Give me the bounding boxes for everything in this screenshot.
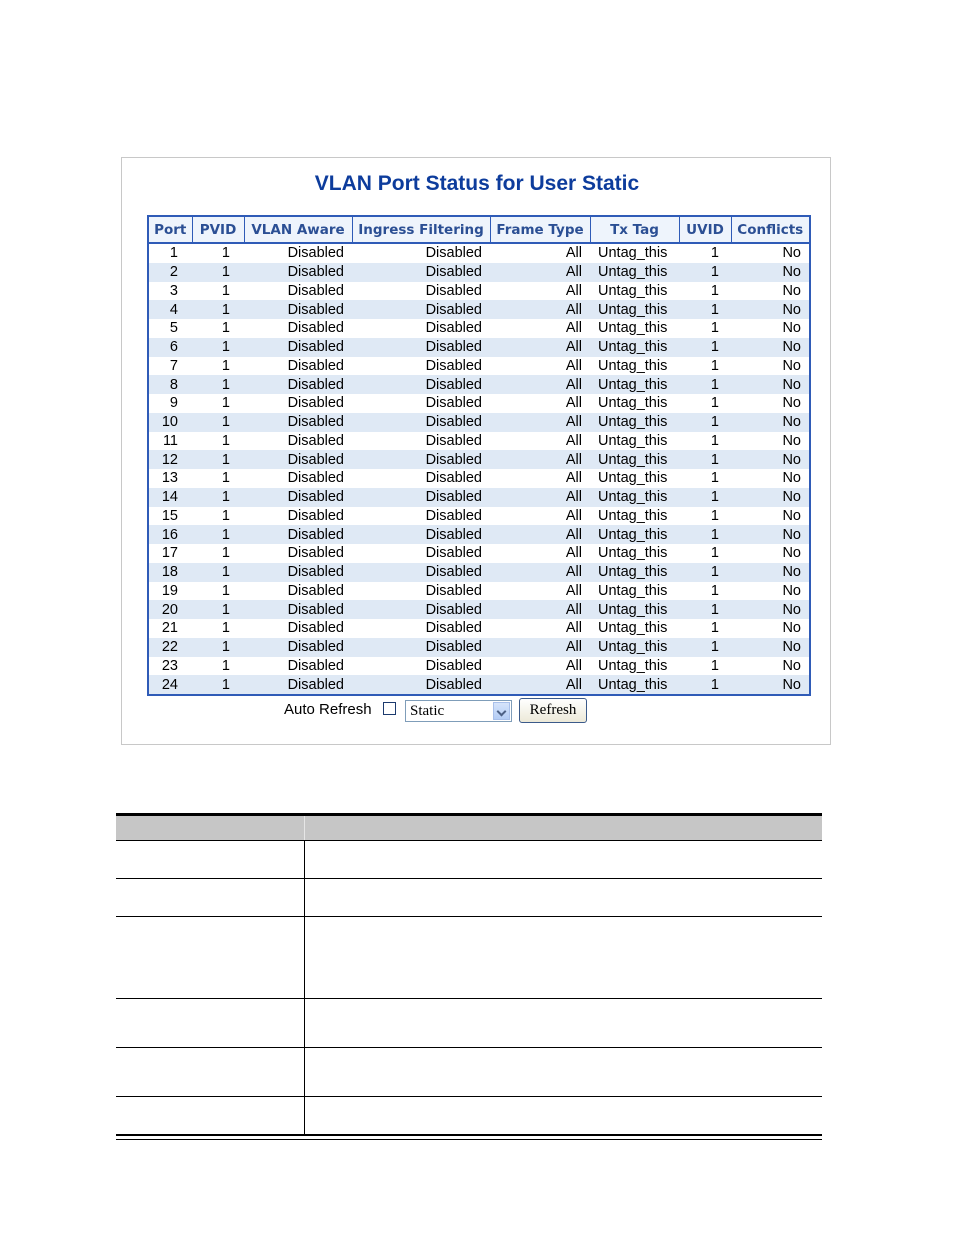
uvid-cell: 1 bbox=[679, 375, 731, 394]
refresh-button[interactable]: Refresh bbox=[519, 698, 587, 723]
description-table bbox=[116, 813, 822, 1140]
column-divider bbox=[304, 841, 305, 878]
description-row bbox=[116, 916, 822, 998]
tx-tag-cell: Untag_this bbox=[590, 375, 679, 394]
ingress-filtering-cell: Disabled bbox=[352, 413, 490, 432]
frame-type-cell: All bbox=[490, 300, 590, 319]
tx-tag-cell: Untag_this bbox=[590, 243, 679, 263]
frame-type-cell: All bbox=[490, 563, 590, 582]
user-select-value: Static bbox=[410, 703, 445, 719]
user-select[interactable] bbox=[405, 700, 512, 722]
frame-type-cell: All bbox=[490, 375, 590, 394]
uvid-cell: 1 bbox=[679, 488, 731, 507]
port-cell: 11 bbox=[148, 432, 192, 451]
conflicts-cell: No bbox=[731, 413, 810, 432]
pvid-cell: 1 bbox=[192, 450, 244, 469]
table-row bbox=[148, 563, 810, 582]
port-cell: 8 bbox=[148, 375, 192, 394]
frame-type-cell: All bbox=[490, 263, 590, 282]
vlan-aware-cell: Disabled bbox=[244, 338, 352, 357]
conflicts-cell: No bbox=[731, 338, 810, 357]
frame-type-cell: All bbox=[490, 638, 590, 657]
description-row bbox=[116, 1047, 822, 1096]
frame-type-cell: All bbox=[490, 319, 590, 338]
frame-type-cell: All bbox=[490, 488, 590, 507]
pvid-cell: 1 bbox=[192, 525, 244, 544]
tx-tag-cell: Untag_this bbox=[590, 394, 679, 413]
pvid-cell: 1 bbox=[192, 300, 244, 319]
vlan-aware-cell: Disabled bbox=[244, 600, 352, 619]
table-row bbox=[148, 413, 810, 432]
column-header-tx-tag: Tx Tag bbox=[590, 216, 679, 243]
table-row bbox=[148, 263, 810, 282]
vlan-aware-cell: Disabled bbox=[244, 582, 352, 601]
uvid-cell: 1 bbox=[679, 338, 731, 357]
table-row bbox=[148, 657, 810, 676]
frame-type-cell: All bbox=[490, 394, 590, 413]
column-header-vlan-aware: VLAN Aware bbox=[244, 216, 352, 243]
table-body bbox=[148, 243, 810, 695]
pvid-cell: 1 bbox=[192, 338, 244, 357]
table-row bbox=[148, 357, 810, 376]
port-cell: 7 bbox=[148, 357, 192, 376]
uvid-cell: 1 bbox=[679, 544, 731, 563]
vlan-aware-cell: Disabled bbox=[244, 450, 352, 469]
table-row bbox=[148, 432, 810, 451]
column-divider bbox=[304, 1048, 305, 1096]
conflicts-cell: No bbox=[731, 282, 810, 301]
pvid-cell: 1 bbox=[192, 488, 244, 507]
auto-refresh-checkbox[interactable] bbox=[383, 702, 396, 715]
table-row bbox=[148, 450, 810, 469]
tx-tag-cell: Untag_this bbox=[590, 300, 679, 319]
pvid-cell: 1 bbox=[192, 432, 244, 451]
port-cell: 2 bbox=[148, 263, 192, 282]
conflicts-cell: No bbox=[731, 638, 810, 657]
ingress-filtering-cell: Disabled bbox=[352, 657, 490, 676]
frame-type-cell: All bbox=[490, 413, 590, 432]
ingress-filtering-cell: Disabled bbox=[352, 469, 490, 488]
frame-type-cell: All bbox=[490, 582, 590, 601]
conflicts-cell: No bbox=[731, 525, 810, 544]
table-row bbox=[148, 282, 810, 301]
column-header-port: Port bbox=[148, 216, 192, 243]
pvid-cell: 1 bbox=[192, 319, 244, 338]
vlan-aware-cell: Disabled bbox=[244, 432, 352, 451]
frame-type-cell: All bbox=[490, 525, 590, 544]
vlan-aware-cell: Disabled bbox=[244, 243, 352, 263]
vlan-aware-cell: Disabled bbox=[244, 469, 352, 488]
port-cell: 1 bbox=[148, 243, 192, 263]
column-divider bbox=[304, 999, 305, 1047]
ingress-filtering-cell: Disabled bbox=[352, 675, 490, 695]
uvid-cell: 1 bbox=[679, 507, 731, 526]
vlan-aware-cell: Disabled bbox=[244, 300, 352, 319]
tx-tag-cell: Untag_this bbox=[590, 675, 679, 695]
pvid-cell: 1 bbox=[192, 657, 244, 676]
vlan-aware-cell: Disabled bbox=[244, 488, 352, 507]
uvid-cell: 1 bbox=[679, 563, 731, 582]
ingress-filtering-cell: Disabled bbox=[352, 619, 490, 638]
conflicts-cell: No bbox=[731, 375, 810, 394]
column-header-frame-type: Frame Type bbox=[490, 216, 590, 243]
frame-type-cell: All bbox=[490, 619, 590, 638]
conflicts-cell: No bbox=[731, 544, 810, 563]
frame-type-cell: All bbox=[490, 450, 590, 469]
port-cell: 16 bbox=[148, 525, 192, 544]
pvid-cell: 1 bbox=[192, 563, 244, 582]
tx-tag-cell: Untag_this bbox=[590, 432, 679, 451]
column-header-pvid: PVID bbox=[192, 216, 244, 243]
column-header-ingress-filtering: Ingress Filtering bbox=[352, 216, 490, 243]
port-cell: 18 bbox=[148, 563, 192, 582]
pvid-cell: 1 bbox=[192, 357, 244, 376]
ingress-filtering-cell: Disabled bbox=[352, 450, 490, 469]
tx-tag-cell: Untag_this bbox=[590, 282, 679, 301]
ingress-filtering-cell: Disabled bbox=[352, 525, 490, 544]
ingress-filtering-cell: Disabled bbox=[352, 432, 490, 451]
port-cell: 19 bbox=[148, 582, 192, 601]
frame-type-cell: All bbox=[490, 243, 590, 263]
tx-tag-cell: Untag_this bbox=[590, 525, 679, 544]
frame-type-cell: All bbox=[490, 357, 590, 376]
tx-tag-cell: Untag_this bbox=[590, 544, 679, 563]
table-row bbox=[148, 525, 810, 544]
tx-tag-cell: Untag_this bbox=[590, 563, 679, 582]
port-cell: 17 bbox=[148, 544, 192, 563]
vlan-aware-cell: Disabled bbox=[244, 638, 352, 657]
pvid-cell: 1 bbox=[192, 675, 244, 695]
table-row bbox=[148, 243, 810, 263]
ingress-filtering-cell: Disabled bbox=[352, 338, 490, 357]
tx-tag-cell: Untag_this bbox=[590, 413, 679, 432]
tx-tag-cell: Untag_this bbox=[590, 263, 679, 282]
ingress-filtering-cell: Disabled bbox=[352, 300, 490, 319]
tx-tag-cell: Untag_this bbox=[590, 450, 679, 469]
port-cell: 5 bbox=[148, 319, 192, 338]
ingress-filtering-cell: Disabled bbox=[352, 507, 490, 526]
vlan-aware-cell: Disabled bbox=[244, 619, 352, 638]
table-row bbox=[148, 300, 810, 319]
tx-tag-cell: Untag_this bbox=[590, 469, 679, 488]
ingress-filtering-cell: Disabled bbox=[352, 243, 490, 263]
conflicts-cell: No bbox=[731, 300, 810, 319]
conflicts-cell: No bbox=[731, 675, 810, 695]
column-divider bbox=[304, 917, 305, 998]
tx-tag-cell: Untag_this bbox=[590, 619, 679, 638]
uvid-cell: 1 bbox=[679, 582, 731, 601]
header-divider bbox=[304, 816, 305, 840]
pvid-cell: 1 bbox=[192, 394, 244, 413]
conflicts-cell: No bbox=[731, 619, 810, 638]
ingress-filtering-cell: Disabled bbox=[352, 488, 490, 507]
conflicts-cell: No bbox=[731, 319, 810, 338]
table-row bbox=[148, 469, 810, 488]
table-row bbox=[148, 544, 810, 563]
vlan-aware-cell: Disabled bbox=[244, 319, 352, 338]
description-row bbox=[116, 878, 822, 916]
uvid-cell: 1 bbox=[679, 357, 731, 376]
pvid-cell: 1 bbox=[192, 619, 244, 638]
ingress-filtering-cell: Disabled bbox=[352, 394, 490, 413]
port-cell: 12 bbox=[148, 450, 192, 469]
port-cell: 9 bbox=[148, 394, 192, 413]
tx-tag-cell: Untag_this bbox=[590, 582, 679, 601]
ingress-filtering-cell: Disabled bbox=[352, 263, 490, 282]
uvid-cell: 1 bbox=[679, 413, 731, 432]
pvid-cell: 1 bbox=[192, 469, 244, 488]
tx-tag-cell: Untag_this bbox=[590, 657, 679, 676]
pvid-cell: 1 bbox=[192, 375, 244, 394]
ingress-filtering-cell: Disabled bbox=[352, 600, 490, 619]
frame-type-cell: All bbox=[490, 600, 590, 619]
column-header-conflicts: Conflicts bbox=[731, 216, 810, 243]
table-row bbox=[148, 488, 810, 507]
frame-type-cell: All bbox=[490, 507, 590, 526]
ingress-filtering-cell: Disabled bbox=[352, 582, 490, 601]
description-table-header bbox=[116, 816, 822, 840]
port-cell: 22 bbox=[148, 638, 192, 657]
auto-refresh-label: Auto Refresh bbox=[284, 701, 372, 718]
description-row bbox=[116, 840, 822, 878]
conflicts-cell: No bbox=[731, 507, 810, 526]
vlan-aware-cell: Disabled bbox=[244, 507, 352, 526]
port-cell: 10 bbox=[148, 413, 192, 432]
vlan-aware-cell: Disabled bbox=[244, 282, 352, 301]
ingress-filtering-cell: Disabled bbox=[352, 357, 490, 376]
vlan-aware-cell: Disabled bbox=[244, 263, 352, 282]
conflicts-cell: No bbox=[731, 488, 810, 507]
port-cell: 23 bbox=[148, 657, 192, 676]
uvid-cell: 1 bbox=[679, 675, 731, 695]
uvid-cell: 1 bbox=[679, 525, 731, 544]
port-cell: 13 bbox=[148, 469, 192, 488]
vlan-aware-cell: Disabled bbox=[244, 525, 352, 544]
frame-type-cell: All bbox=[490, 469, 590, 488]
conflicts-cell: No bbox=[731, 582, 810, 601]
page-title: VLAN Port Status for User Static bbox=[314, 172, 640, 195]
tx-tag-cell: Untag_this bbox=[590, 357, 679, 376]
ingress-filtering-cell: Disabled bbox=[352, 282, 490, 301]
table-row bbox=[148, 582, 810, 601]
pvid-cell: 1 bbox=[192, 582, 244, 601]
uvid-cell: 1 bbox=[679, 282, 731, 301]
uvid-cell: 1 bbox=[679, 300, 731, 319]
pvid-cell: 1 bbox=[192, 544, 244, 563]
port-cell: 15 bbox=[148, 507, 192, 526]
vlan-port-status-table bbox=[147, 215, 811, 696]
chevron-down-icon[interactable] bbox=[493, 702, 510, 720]
conflicts-cell: No bbox=[731, 357, 810, 376]
tx-tag-cell: Untag_this bbox=[590, 600, 679, 619]
uvid-cell: 1 bbox=[679, 657, 731, 676]
port-cell: 6 bbox=[148, 338, 192, 357]
uvid-cell: 1 bbox=[679, 600, 731, 619]
frame-type-cell: All bbox=[490, 675, 590, 695]
table-row bbox=[148, 394, 810, 413]
table-row bbox=[148, 375, 810, 394]
frame-type-cell: All bbox=[490, 282, 590, 301]
vlan-aware-cell: Disabled bbox=[244, 413, 352, 432]
pvid-cell: 1 bbox=[192, 413, 244, 432]
vlan-aware-cell: Disabled bbox=[244, 394, 352, 413]
table-row bbox=[148, 638, 810, 657]
tx-tag-cell: Untag_this bbox=[590, 319, 679, 338]
pvid-cell: 1 bbox=[192, 263, 244, 282]
column-divider bbox=[304, 879, 305, 916]
description-table-bottom-rule bbox=[116, 1134, 822, 1140]
pvid-cell: 1 bbox=[192, 282, 244, 301]
table-controls bbox=[122, 698, 832, 724]
uvid-cell: 1 bbox=[679, 469, 731, 488]
pvid-cell: 1 bbox=[192, 243, 244, 263]
conflicts-cell: No bbox=[731, 657, 810, 676]
port-cell: 3 bbox=[148, 282, 192, 301]
description-row bbox=[116, 998, 822, 1047]
frame-type-cell: All bbox=[490, 432, 590, 451]
tx-tag-cell: Untag_this bbox=[590, 507, 679, 526]
table-row bbox=[148, 675, 810, 695]
table-row bbox=[148, 600, 810, 619]
column-header-uvid: UVID bbox=[679, 216, 731, 243]
tx-tag-cell: Untag_this bbox=[590, 488, 679, 507]
conflicts-cell: No bbox=[731, 394, 810, 413]
uvid-cell: 1 bbox=[679, 432, 731, 451]
table-row bbox=[148, 507, 810, 526]
table-row bbox=[148, 319, 810, 338]
frame-type-cell: All bbox=[490, 544, 590, 563]
vlan-aware-cell: Disabled bbox=[244, 357, 352, 376]
vlan-aware-cell: Disabled bbox=[244, 657, 352, 676]
table-row bbox=[148, 619, 810, 638]
vlan-port-status-panel bbox=[121, 157, 831, 745]
ingress-filtering-cell: Disabled bbox=[352, 319, 490, 338]
conflicts-cell: No bbox=[731, 243, 810, 263]
ingress-filtering-cell: Disabled bbox=[352, 544, 490, 563]
uvid-cell: 1 bbox=[679, 450, 731, 469]
pvid-cell: 1 bbox=[192, 507, 244, 526]
vlan-aware-cell: Disabled bbox=[244, 563, 352, 582]
vlan-aware-cell: Disabled bbox=[244, 544, 352, 563]
port-cell: 21 bbox=[148, 619, 192, 638]
conflicts-cell: No bbox=[731, 432, 810, 451]
conflicts-cell: No bbox=[731, 450, 810, 469]
conflicts-cell: No bbox=[731, 600, 810, 619]
ingress-filtering-cell: Disabled bbox=[352, 563, 490, 582]
tx-tag-cell: Untag_this bbox=[590, 638, 679, 657]
port-cell: 24 bbox=[148, 675, 192, 695]
conflicts-cell: No bbox=[731, 469, 810, 488]
conflicts-cell: No bbox=[731, 263, 810, 282]
uvid-cell: 1 bbox=[679, 243, 731, 263]
column-divider bbox=[304, 1097, 305, 1134]
ingress-filtering-cell: Disabled bbox=[352, 375, 490, 394]
frame-type-cell: All bbox=[490, 657, 590, 676]
table-row bbox=[148, 338, 810, 357]
uvid-cell: 1 bbox=[679, 619, 731, 638]
conflicts-cell: No bbox=[731, 563, 810, 582]
pvid-cell: 1 bbox=[192, 600, 244, 619]
uvid-cell: 1 bbox=[679, 263, 731, 282]
vlan-aware-cell: Disabled bbox=[244, 675, 352, 695]
frame-type-cell: All bbox=[490, 338, 590, 357]
table-header-row bbox=[148, 216, 810, 243]
pvid-cell: 1 bbox=[192, 638, 244, 657]
vlan-aware-cell: Disabled bbox=[244, 375, 352, 394]
port-cell: 20 bbox=[148, 600, 192, 619]
ingress-filtering-cell: Disabled bbox=[352, 638, 490, 657]
port-cell: 4 bbox=[148, 300, 192, 319]
port-cell: 14 bbox=[148, 488, 192, 507]
tx-tag-cell: Untag_this bbox=[590, 338, 679, 357]
description-row bbox=[116, 1096, 822, 1134]
uvid-cell: 1 bbox=[679, 319, 731, 338]
uvid-cell: 1 bbox=[679, 638, 731, 657]
uvid-cell: 1 bbox=[679, 394, 731, 413]
